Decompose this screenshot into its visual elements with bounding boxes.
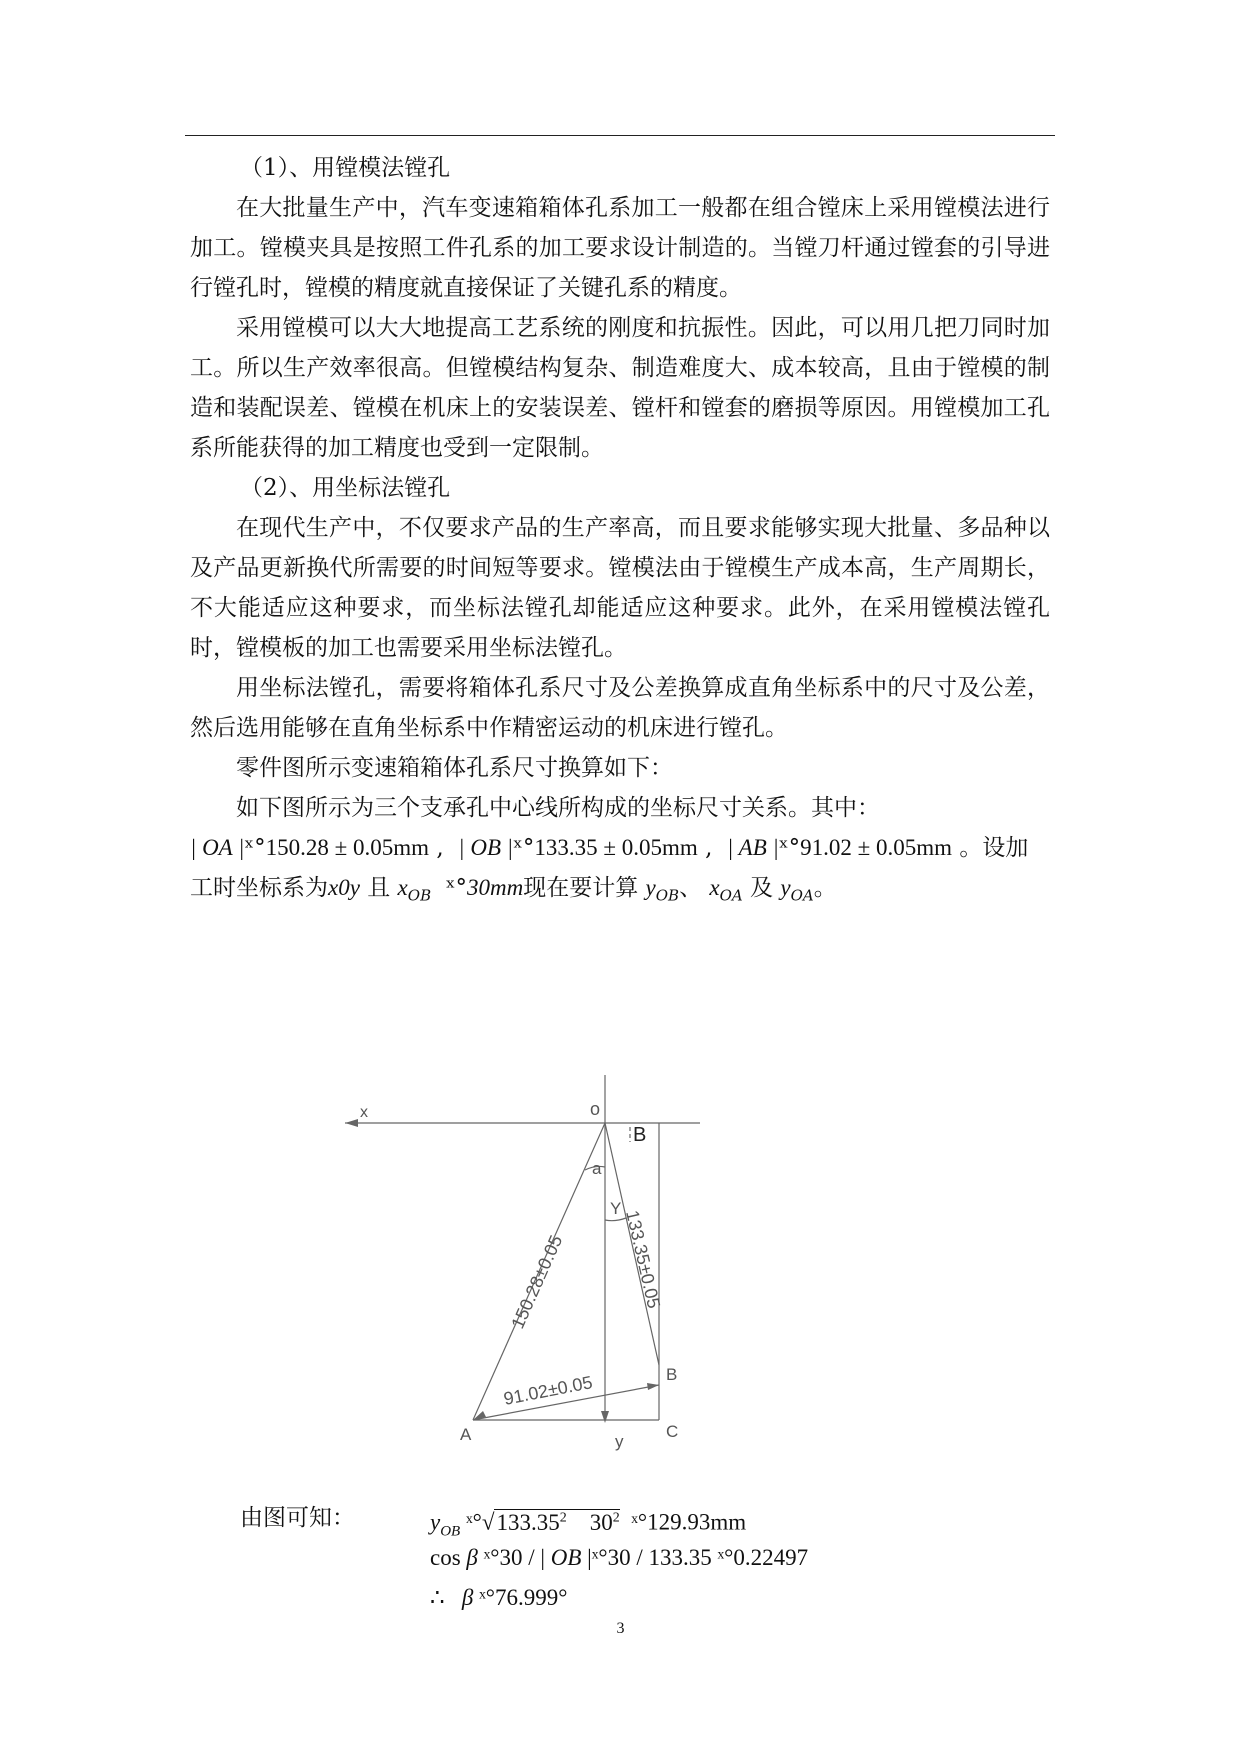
broken-glyph: ˣ°	[591, 1545, 608, 1570]
line2-mid: 且	[367, 875, 391, 901]
label-x: x	[360, 1104, 368, 1121]
yoa-subscript: OA	[790, 886, 814, 905]
math-line-1: | OA |ˣ°150.28 ± 0.05mm , | OB |ˣ°133.35 ± 0.05mm , | AB |ˣ°91.02 ± 0.05mm 。设加	[190, 835, 1029, 861]
ob-label: | OB |	[458, 835, 514, 860]
ob-value: 133.35 ± 0.05mm	[534, 835, 698, 860]
label-alpha: a	[592, 1159, 602, 1178]
therefore-icon: ∴	[430, 1585, 445, 1610]
ab-value: 91.02 ± 0.05mm	[800, 835, 953, 860]
eq1-lhs: y	[430, 1509, 441, 1535]
section-heading-2: （2）、用坐标法镗孔	[240, 475, 451, 501]
eq1-lhs-sub: OB	[440, 1523, 461, 1540]
label-b: B	[666, 1365, 678, 1384]
label-y: y	[615, 1432, 624, 1451]
eq2-ob: OB	[550, 1545, 582, 1570]
line2-and: 及	[750, 875, 774, 901]
label-c: C	[666, 1422, 679, 1441]
label-oa: 150.28±0.05	[507, 1232, 567, 1332]
line1-tail: 。设加	[959, 835, 1029, 861]
eq2-part2: |	[587, 1545, 592, 1570]
paragraph-4: 用坐标法镗孔，需要将箱体孔系尺寸及公差换算成直角坐标系中的尺寸及公差，然后选用能够在直角坐标系中作精密运动的机床进行镗孔。	[190, 675, 1050, 741]
eq1-result: 129.93mm	[647, 1509, 747, 1535]
paragraph-1: 在大批量生产中，汽车变速箱箱体孔系加工一般都在组合镗床上采用镗模法进行加工。镗模夹具是按照工件孔系的加工要求设计制造的。当镗刀杆通过镗套的引导进行镗孔时，镗模的精度就直接保证了关键孔系的精度。	[190, 195, 1050, 301]
eq3-beta: β	[461, 1585, 474, 1610]
eq3-result: 76.999°	[494, 1585, 568, 1610]
radicand	[494, 1509, 619, 1535]
line2-sep: 、	[679, 875, 703, 901]
eq2-result: 0.22497	[733, 1545, 809, 1570]
broken-glyph: ˣ°	[445, 875, 467, 901]
eq2-beta: β	[466, 1545, 478, 1570]
broken-glyph: ˣ°	[717, 1545, 734, 1570]
coordinate-system: x0y	[328, 875, 360, 900]
label-gamma: Y	[610, 1199, 622, 1218]
label-b-top: B	[633, 1124, 647, 1146]
xob-value: 30mm	[466, 875, 524, 900]
sqrt-icon: √	[481, 1509, 495, 1535]
y-arrow-icon	[601, 1411, 609, 1423]
coordinate-diagram	[330, 1075, 730, 1475]
paragraph-2: 采用镗模可以大大地提高工艺系统的刚度和抗振性。因此，可以用几把刀同时加工。所以生产效率很高。但镗模结构复杂、制造难度大、成本较高，且由于镗模的制造和装配误差、镗模在机床上的安装误差、镗杆和镗套的磨损等原因。用镗模加工孔系所能获得的加工精度也受到一定限制。	[190, 315, 1050, 461]
xoa-symbol: x	[709, 875, 720, 900]
radicand-b: 30	[589, 1509, 613, 1535]
broken-glyph: ˣ°	[479, 1585, 495, 1610]
line2-text: 现在要计算	[523, 875, 639, 901]
eq2-cos: cos	[430, 1545, 461, 1570]
paragraph-6: 如下图所示为三个支承孔中心线所构成的坐标尺寸关系。其中：	[236, 795, 880, 821]
xob-symbol: x	[397, 875, 408, 900]
paragraph-5: 零件图所示变速箱箱体孔系尺寸换算如下：	[236, 755, 673, 781]
radicand-a-exp: 2	[559, 1510, 567, 1525]
radicand-a: 133.35	[496, 1509, 560, 1535]
b-arrow-icon	[647, 1383, 659, 1390]
broken-glyph: ˣ°	[465, 1509, 482, 1535]
x-arrow-icon	[345, 1119, 358, 1127]
header-rule	[185, 135, 1055, 136]
line2-end: 。	[813, 875, 837, 901]
broken-glyph: ˣ°	[631, 1509, 648, 1535]
equation-beta	[430, 1580, 567, 1616]
broken-glyph: ˣ°	[513, 835, 535, 861]
section-heading-1: （1）、用镗模法镗孔	[240, 155, 451, 181]
label-a: A	[460, 1425, 472, 1444]
broken-glyph: ˣ°	[244, 835, 266, 861]
radicand-b-exp: 2	[612, 1510, 620, 1525]
ab-label: | AB |	[727, 835, 779, 860]
eq2-part3: 30 / 133.35	[607, 1545, 712, 1570]
page-number: 3	[616, 1620, 625, 1637]
xoa-subscript: OA	[719, 886, 743, 905]
oa-label: | OA |	[190, 835, 245, 860]
label-ob: 133.35±0.05	[622, 1208, 665, 1311]
eq2-part1: 30 / |	[499, 1545, 545, 1570]
gamma-arc	[605, 1218, 626, 1221]
yob-subscript: OB	[655, 886, 680, 905]
broken-glyph: ˣ°	[483, 1545, 500, 1570]
yoa-symbol: y	[780, 875, 791, 900]
line2-prefix: 工时坐标系为	[190, 875, 328, 901]
derivation-intro: 由图可知：	[240, 1505, 355, 1531]
label-ab: 91.02±0.05	[501, 1372, 595, 1409]
broken-glyph: ˣ°	[778, 835, 801, 861]
paragraph-3: 在现代生产中，不仅要求产品的生产率高，而且要求能够实现大批量、多品种以及产品更新换代所需要的时间短等要求。镗模法由于镗模生产成本高，生产周期长，不大能适应这种要求，而坐标法镗孔却能适应这种要求。此外，在采用镗模法镗孔时，镗模板的加工也需要采用坐标法镗孔。	[190, 515, 1050, 661]
equation-cos-beta	[430, 1540, 808, 1576]
yob-symbol: y	[645, 875, 656, 900]
label-o: o	[590, 1099, 601, 1119]
xob-subscript: OB	[407, 886, 432, 905]
math-line-2	[190, 868, 1060, 916]
oa-value: 150.28 ± 0.05mm	[265, 835, 430, 860]
